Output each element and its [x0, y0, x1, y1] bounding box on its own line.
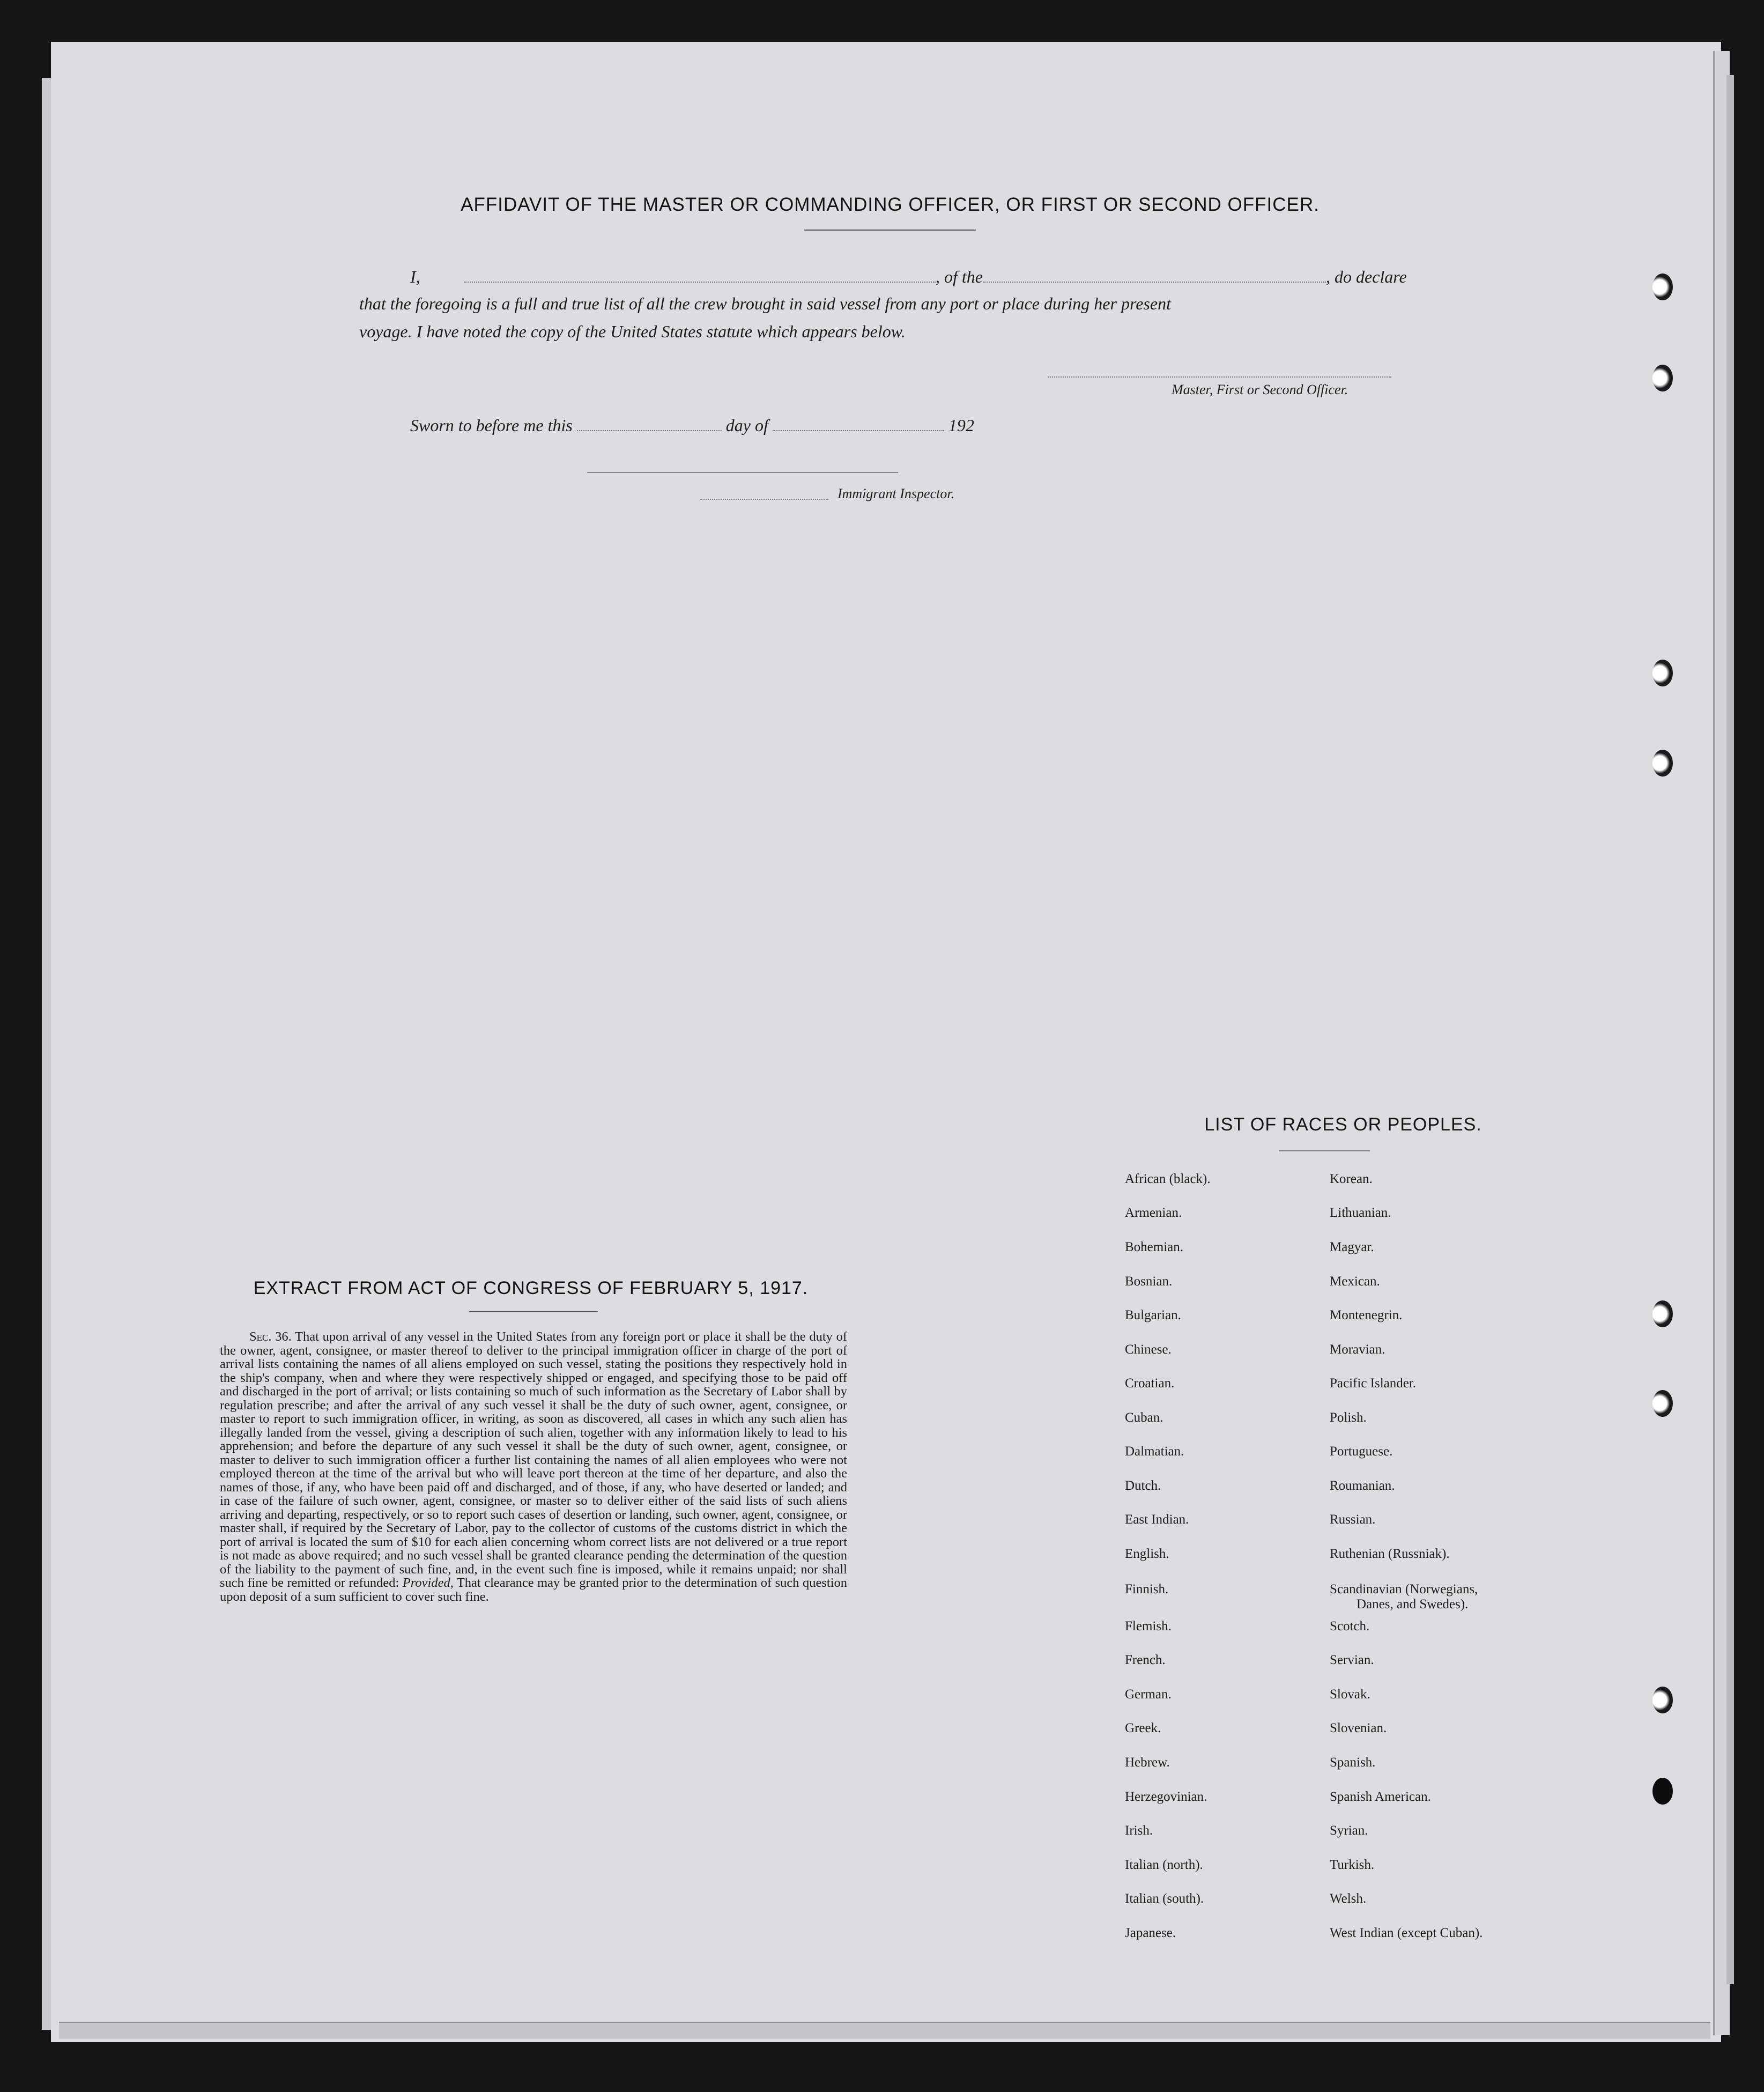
- race-right-12-line2: Danes, and Swedes).: [1357, 1597, 1469, 1611]
- sworn-day-field[interactable]: [577, 430, 722, 431]
- race-right-5: Moravian.: [1330, 1342, 1385, 1357]
- race-right-22: West Indian (except Cuban).: [1330, 1926, 1483, 1940]
- sworn-prefix-label: Sworn to before me this: [410, 416, 573, 435]
- race-right-10: Russian.: [1330, 1512, 1376, 1527]
- race-left-10: East Indian.: [1125, 1512, 1189, 1527]
- punch-hole-icon: [1652, 660, 1673, 686]
- race-right-11: Ruthenian (Russniak).: [1330, 1547, 1450, 1561]
- page-edge-bottom: [59, 2022, 1710, 2039]
- extract-title-rule: [469, 1311, 598, 1312]
- race-left-15: German.: [1125, 1687, 1172, 1702]
- sworn-year-label: 192: [948, 416, 974, 435]
- affidavit-title-rule: [804, 230, 976, 231]
- race-right-0: Korean.: [1330, 1172, 1373, 1186]
- race-right-17: Spanish.: [1330, 1755, 1376, 1770]
- punch-hole-icon: [1652, 365, 1673, 391]
- race-left-3: Bosnian.: [1125, 1274, 1173, 1289]
- race-right-16: Slovenian.: [1330, 1721, 1387, 1735]
- race-right-7: Polish.: [1330, 1410, 1367, 1425]
- race-right-6: Pacific Islander.: [1330, 1376, 1417, 1391]
- punch-hole-icon: [1652, 750, 1673, 777]
- section-body: That upon arrival of any vessel in the United States from any foreign port or place it shall be the duty of the owner, agent, consignee, or master thereof to deliver to the principal immigration officer in charge of the port of arrival lists containing the names of all aliens employed on such vessel, stating the positions they respectively hold in the ship's company, when and where they were respectively shipped or engaged, and specifying those to be paid off and discharged in the port of arrival; or lists containing so much of such information as the Secretary of Labor shall by regulation prescribe; and after the arrival of any such vessel it shall be the duty of such owner, agent, consignee, or master to report to such immigration officer, in writing, as soon as discovered, all cases in which any such alien has illegally landed from the vessel, giving a description of such alien, together with any information likely to lead to his apprehension; and before the departure of any such vessel it shall be the duty of such owner, agent, consignee, or master to deliver to such immigration officer a further list containing the names of all alien employees who were not employed thereon at the time of the arrival but who will leave port thereon at the time of her departure, and also the names of those, if any, who have been paid off and discharged, and of those, if any, who have deserted or landed; and in case of the failure of such owner, agent, consignee, or master so to deliver either of the said lists of such aliens arriving and departing, respectively, or so to report such cases of desertion or landing, such owner, agent, consignee, or master shall, if required by the Secretary of Labor, pay to the collector of customs of the customs district in which the port of arrival is located the sum of $10 for each alien concerning whom correct lists are not delivered or a true report is not made as above required; and no such vessel shall be granted clearance pending the determination of the question of the liability to the payment of such fine, and, in the event such fine is imposed, while it remains unpaid; nor shall such fine be remitted or refunded:: [220, 1329, 847, 1590]
- race-right-3: Mexican.: [1330, 1274, 1380, 1289]
- race-left-13: Flemish.: [1125, 1619, 1172, 1633]
- punch-hole-icon: [1652, 1300, 1673, 1327]
- race-left-4: Bulgarian.: [1125, 1308, 1181, 1322]
- punch-hole-icon: [1652, 1687, 1673, 1713]
- punch-hole-icon: [1652, 1390, 1673, 1417]
- race-left-12: Finnish.: [1125, 1582, 1169, 1596]
- race-left-16: Greek.: [1125, 1721, 1161, 1735]
- races-title-rule: [1279, 1150, 1370, 1151]
- punch-hole-icon: [1652, 1778, 1673, 1805]
- race-right-13: Scotch.: [1330, 1619, 1370, 1633]
- master-signature-caption: Master, First or Second Officer.: [1172, 382, 1348, 397]
- race-right-4: Montenegrin.: [1330, 1308, 1403, 1322]
- race-left-11: English.: [1125, 1547, 1169, 1561]
- race-left-21: Italian (south).: [1125, 1891, 1204, 1906]
- affidavit-declare-label: , do declare: [1325, 267, 1407, 286]
- affidavit-i-label: I,: [410, 267, 420, 286]
- race-left-14: French.: [1125, 1653, 1166, 1667]
- vessel-name-field[interactable]: [983, 282, 1326, 283]
- race-right-18: Spanish American.: [1330, 1790, 1431, 1804]
- race-left-7: Cuban.: [1125, 1410, 1163, 1425]
- race-left-19: Irish.: [1125, 1823, 1153, 1838]
- inspector-signature-line[interactable]: [587, 472, 898, 473]
- punch-hole-icon: [1652, 273, 1673, 300]
- race-left-18: Herzegovinian.: [1125, 1790, 1207, 1804]
- provided-text: That clearance may be granted prior to the determination of such question upon deposit of a sum sufficient to cover such fine.: [220, 1576, 848, 1604]
- race-left-20: Italian (north).: [1125, 1858, 1203, 1872]
- race-right-20: Turkish.: [1330, 1858, 1375, 1872]
- inspector-caption: Immigrant Inspector.: [837, 486, 955, 501]
- master-name-field[interactable]: [464, 282, 936, 283]
- affidavit-title: AFFIDAVIT OF THE MASTER OR COMMANDING OFFICER, OR FIRST OR SECOND OFFICER.: [461, 194, 1320, 215]
- affidavit-of-the-label: , of the: [936, 267, 983, 286]
- race-right-1: Lithuanian.: [1330, 1206, 1391, 1220]
- race-left-8: Dalmatian.: [1125, 1444, 1184, 1459]
- race-right-9: Roumanian.: [1330, 1479, 1395, 1493]
- race-left-9: Dutch.: [1125, 1479, 1161, 1493]
- race-right-12-line1: Scandinavian (Norwegians,: [1330, 1582, 1478, 1596]
- race-right-21: Welsh.: [1330, 1891, 1367, 1906]
- race-right-14: Servian.: [1330, 1653, 1374, 1667]
- race-left-0: African (black).: [1125, 1172, 1211, 1186]
- race-left-5: Chinese.: [1125, 1342, 1172, 1357]
- affidavit-line-3: voyage. I have noted the copy of the United States statute which appears below.: [359, 322, 906, 341]
- races-title: LIST OF RACES OR PEOPLES.: [1204, 1114, 1482, 1135]
- race-right-2: Magyar.: [1330, 1240, 1374, 1254]
- race-right-8: Portuguese.: [1330, 1444, 1393, 1459]
- sworn-day-of-label: day of: [725, 416, 768, 435]
- race-left-1: Armenian.: [1125, 1206, 1182, 1220]
- inspector-name-line[interactable]: [700, 499, 828, 500]
- affidavit-line-1: [359, 267, 1410, 287]
- sworn-line: [410, 416, 1214, 435]
- race-right-12: [1330, 1582, 1478, 1612]
- race-right-15: Slovak.: [1330, 1687, 1370, 1702]
- sworn-month-field[interactable]: [773, 430, 944, 431]
- race-right-19: Syrian.: [1330, 1823, 1368, 1838]
- extract-title: EXTRACT FROM ACT OF CONGRESS OF FEBRUARY 5, 1917.: [253, 1278, 809, 1298]
- race-left-6: Croatian.: [1125, 1376, 1175, 1391]
- master-signature-line[interactable]: [1048, 376, 1391, 378]
- race-left-17: Hebrew.: [1125, 1755, 1170, 1770]
- section-label: Sec. 36.: [249, 1329, 292, 1344]
- provided-label: Provided,: [402, 1576, 454, 1590]
- document-page: [51, 42, 1721, 2042]
- race-left-2: Bohemian.: [1125, 1240, 1184, 1254]
- extract-section-36: [220, 1330, 847, 1603]
- affidavit-line-2: that the foregoing is a full and true list of all the crew brought in said vessel from any port or place during her present: [359, 294, 1171, 313]
- race-left-22: Japanese.: [1125, 1926, 1176, 1940]
- page-edge-right-back: [1726, 75, 1734, 1984]
